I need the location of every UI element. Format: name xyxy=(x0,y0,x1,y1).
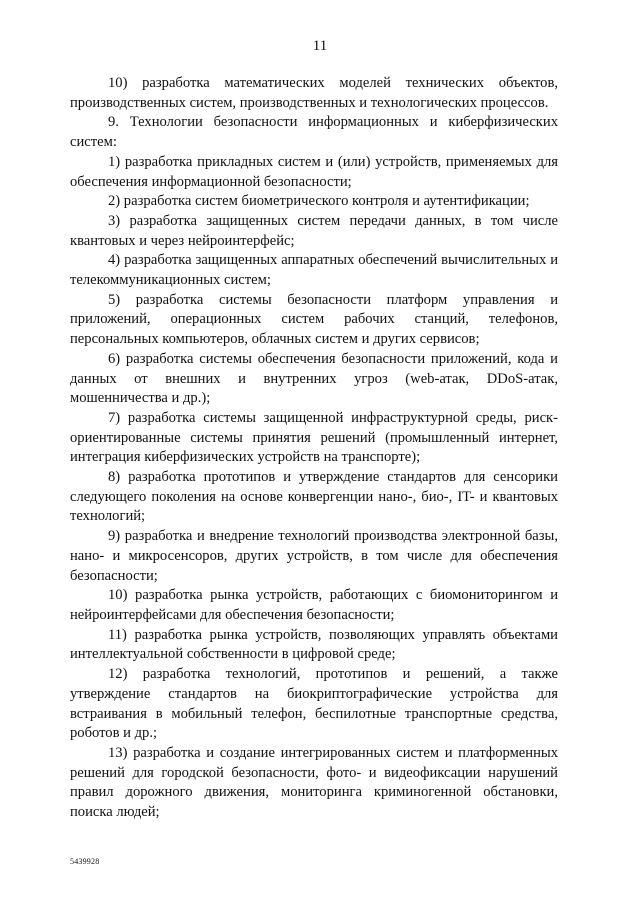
paragraph-item-6: 6) разработка системы обеспечения безопасности приложений, кода и данных от внешних и внутренних угроз (web-атак, DDoS-атак, мошенничества и др.); xyxy=(70,350,558,407)
page-number: 11 xyxy=(312,38,328,54)
paragraph-item-2: 2) разработка систем биометрического контроля и аутентификации; xyxy=(108,193,530,210)
paragraph-item-7: 7) разработка системы защищенной инфраструктурной среды, риск-ориентированные системы принятия решений (промышленный интернет, интеграция киберфизических устройств на транспорте); xyxy=(70,409,558,466)
paragraph-item-8: 8) разработка прототипов и утверждение стандартов для сенсорики следующего поколения на основе конвергенции нано-, био-, IT- и квантовых технологий; xyxy=(70,469,558,525)
document-text xyxy=(70,74,558,823)
paragraph-item-9: 9) разработка и внедрение технологий производства электронной базы, нано- и микросенсоров, других устройств, в том числе для обеспечения безопасности; xyxy=(70,528,558,584)
paragraph-item-4: 4) разработка защищенных аппаратных обеспечений вычислительных и телекоммуникационных систем; xyxy=(70,252,558,289)
paragraph-item-1: 1) разработка прикладных систем и (или) устройств, применяемых для обеспечения информационной безопасности; xyxy=(70,153,558,190)
paragraph-item-12: 12) разработка технологий, прототипов и решений, а также утверждение стандартов на биокриптографические устройства для встраивания в мобильный телефон, беспилотные транспортные средства, роботов и др.; xyxy=(70,666,558,742)
paragraph-item-10-math-models: 10) разработка математических моделей технических объектов, производственных систем, производственных и технологических процессов. xyxy=(70,75,558,111)
document-code: 5439928 xyxy=(70,857,100,866)
paragraph-item-3: 3) разработка защищенных систем передачи данных, в том числе квантовых и через нейроинтерфейс; xyxy=(70,212,558,249)
paragraph-item-11: 11) разработка рынка устройств, позволяющих управлять объектами интеллектуальной собственности в цифровой среде; xyxy=(70,626,558,663)
paragraph-item-5: 5) разработка системы безопасности платформ управления и приложений, операционных систем рабочих станций, телефонов, персональных компьютеров, облачных систем и других сервисов; xyxy=(70,291,558,348)
paragraph-item-10: 10) разработка рынка устройств, работающих с биомониторингом и нейроинтерфейсами для обеспечения безопасности; xyxy=(70,587,558,623)
paragraph-item-13: 13) разработка и создание интегрированных систем и платформенных решений для городской безопасности, фото- и видеофиксации нарушений правил дорожного движения, мониторинга криминогенной обстановки, поиска людей; xyxy=(70,744,558,821)
section-heading-9: 9. Технологии безопасности информационных и киберфизических систем: xyxy=(70,114,558,151)
